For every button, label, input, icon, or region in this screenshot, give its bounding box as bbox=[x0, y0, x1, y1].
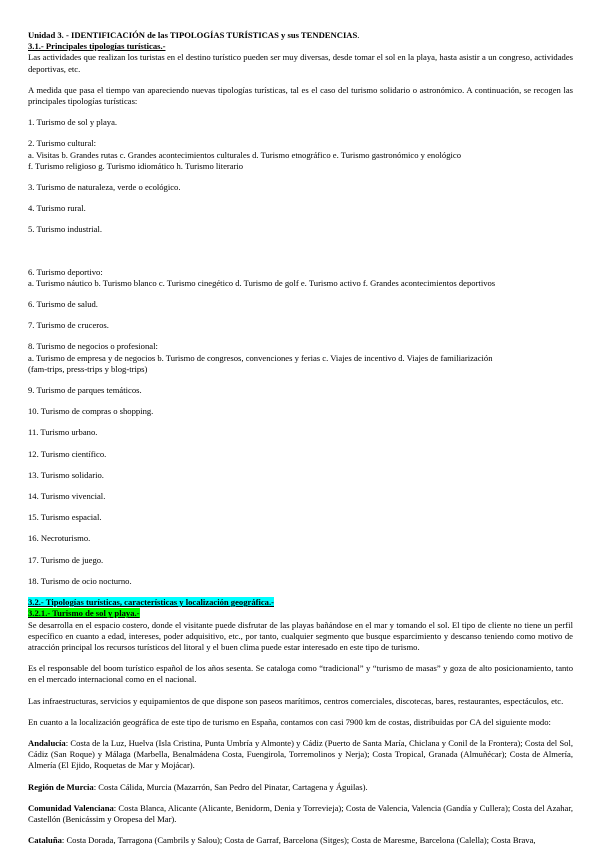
list-item: 10. Turismo de compras o shopping. bbox=[28, 406, 154, 417]
list-subitems: f. Turismo religioso g. Turismo idiomático h. Turismo literario bbox=[28, 160, 244, 171]
body-paragraph: Se desarrolla en el espacio costero, donde el visitante puede disfrutar de las playas bañándose en el mar y tomando el sol. El tipo de cliente no tiene un perfil específico en cuanto a edad, intereses, poder adquisitivo, etc., por tanto, cualquier segmento que busque esparcimiento y descanso teniendo como motivo de atracción principal los recursos turísticos del litoral y el buen clima puede estar interesado en este tipo de turismo. bbox=[28, 619, 573, 652]
list-item: 18. Turismo de ocio nocturno. bbox=[28, 575, 132, 586]
list-subitems: a. Visitas b. Grandes rutas c. Grandes acontecimientos culturales d. Turismo etnográfico e. Turismo gastronómico y enológico bbox=[28, 149, 461, 160]
section-heading-3-2-1: 3.2.1.- Turismo de sol y playa.- bbox=[28, 608, 140, 619]
list-item: 2. Turismo cultural: bbox=[28, 138, 97, 149]
list-item: 7. Turismo de cruceros. bbox=[28, 320, 109, 331]
list-item: 14. Turismo vivencial. bbox=[28, 491, 106, 502]
list-item: 17. Turismo de juego. bbox=[28, 554, 104, 565]
list-subitems: a. Turismo náutico b. Turismo blanco c. Turismo cinegético d. Turismo de golf e. Turismo activo f. Grandes acontecimientos deportivos bbox=[28, 277, 496, 288]
region-valenciana: Comunidad Valenciana: Costa Blanca, Alicante (Alicante, Benidorm, Denia y Torrevieja); Costa de Valencia, Valencia (Gandía y Cullera); Costa del Azahar, Castellón (Benicássim y Oropesa del Mar). bbox=[28, 802, 573, 824]
list-item: 13. Turismo solidario. bbox=[28, 469, 104, 480]
list-item: 12. Turismo científico. bbox=[28, 448, 107, 459]
list-item: 8. Turismo de negocios o profesional: bbox=[28, 341, 158, 352]
document-page bbox=[28, 30, 573, 846]
section-heading-3-2: 3.2.- Tipologías turísticas, características y localización geográfica.- bbox=[28, 597, 274, 608]
region-andalucia: Andalucía: Costa de la Luz, Huelva (Isla Cristina, Punta Umbría y Almonte) y Cádiz (Puerto de Santa María, Chiclana y Conil de la Frontera); Costa del Sol, Cádiz (San Roque) y Málaga (Marbella, Benalmádena Costa, Fuengirola, Torremolinos y Nerja); Costa Tropical, Granada (Almuñécar); Costa de Almería, Almería (El Ejido, Roquetas de Mar y Mojácar). bbox=[28, 737, 573, 771]
section-heading-3-1: 3.1.- Principales tipologías turísticas.- bbox=[28, 41, 166, 52]
list-item: 11. Turismo urbano. bbox=[28, 427, 98, 438]
region-cataluna: Cataluña: Costa Dorada, Tarragona (Cambrils y Salou); Costa de Garraf, Barcelona (Sitges); Costa de Maresme, Barcelona (Calella); Costa Brava, bbox=[28, 835, 536, 846]
list-subitems: a. Turismo de empresa y de negocios b. Turismo de congresos, convenciones y ferias c. Viajes de incentivo d. Viajes de familiarización bbox=[28, 352, 493, 363]
list-item: 3. Turismo de naturaleza, verde o ecológico. bbox=[28, 182, 181, 193]
list-item: 9. Turismo de parques temáticos. bbox=[28, 385, 142, 396]
intro-paragraph-2: A medida que pasa el tiempo van apareciendo nuevas tipologías turísticas, tal es el caso del turismo solidario o astronómico. A continuación, se recogen las principales tipologías turísticas: bbox=[28, 84, 573, 107]
intro-paragraph-1: Las actividades que realizan los turistas en el destino turístico pueden ser muy diversas, desde tomar el sol en la playa, hasta asistir a un congreso, actividades deportivas, etc. bbox=[28, 52, 573, 74]
list-subitems: (fam-trips, press-trips y blog-trips) bbox=[28, 363, 148, 374]
list-item: 5. Turismo industrial. bbox=[28, 224, 103, 235]
list-item: 15. Turismo espacial. bbox=[28, 512, 102, 523]
list-item: 16. Necroturismo. bbox=[28, 533, 91, 544]
list-item: 6. Turismo deportivo: bbox=[28, 266, 103, 277]
region-murcia: Región de Murcia: Costa Cálida, Murcia (Mazarrón, San Pedro del Pinatar, Cartagena y Águilas). bbox=[28, 781, 368, 792]
list-item: 4. Turismo rural. bbox=[28, 203, 86, 214]
body-paragraph: En cuanto a la localización geográfica de este tipo de turismo en España, contamos con casi 7900 km de costas, distribuidas por CA del siguiente modo: bbox=[28, 716, 551, 727]
body-paragraph: Es el responsable del boom turístico español de los años sesenta. Se cataloga como “tradicional” y “turismo de masas” y goza de alto posicionamiento, tanto en el mercado internacional como en el nacional. bbox=[28, 663, 573, 685]
list-item: 6. Turismo de salud. bbox=[28, 299, 98, 310]
list-item: 1. Turismo de sol y playa. bbox=[28, 117, 118, 128]
unit-title: Unidad 3. - IDENTIFICACIÓN de las TIPOLOGÍAS TURÍSTICAS y sus TENDENCIAS. bbox=[28, 30, 360, 40]
body-paragraph: Las infraestructuras, servicios y equipamientos de que dispone son paseos marítimos, centros comerciales, discotecas, bares, restaurantes, espectáculos, etc. bbox=[28, 695, 564, 706]
